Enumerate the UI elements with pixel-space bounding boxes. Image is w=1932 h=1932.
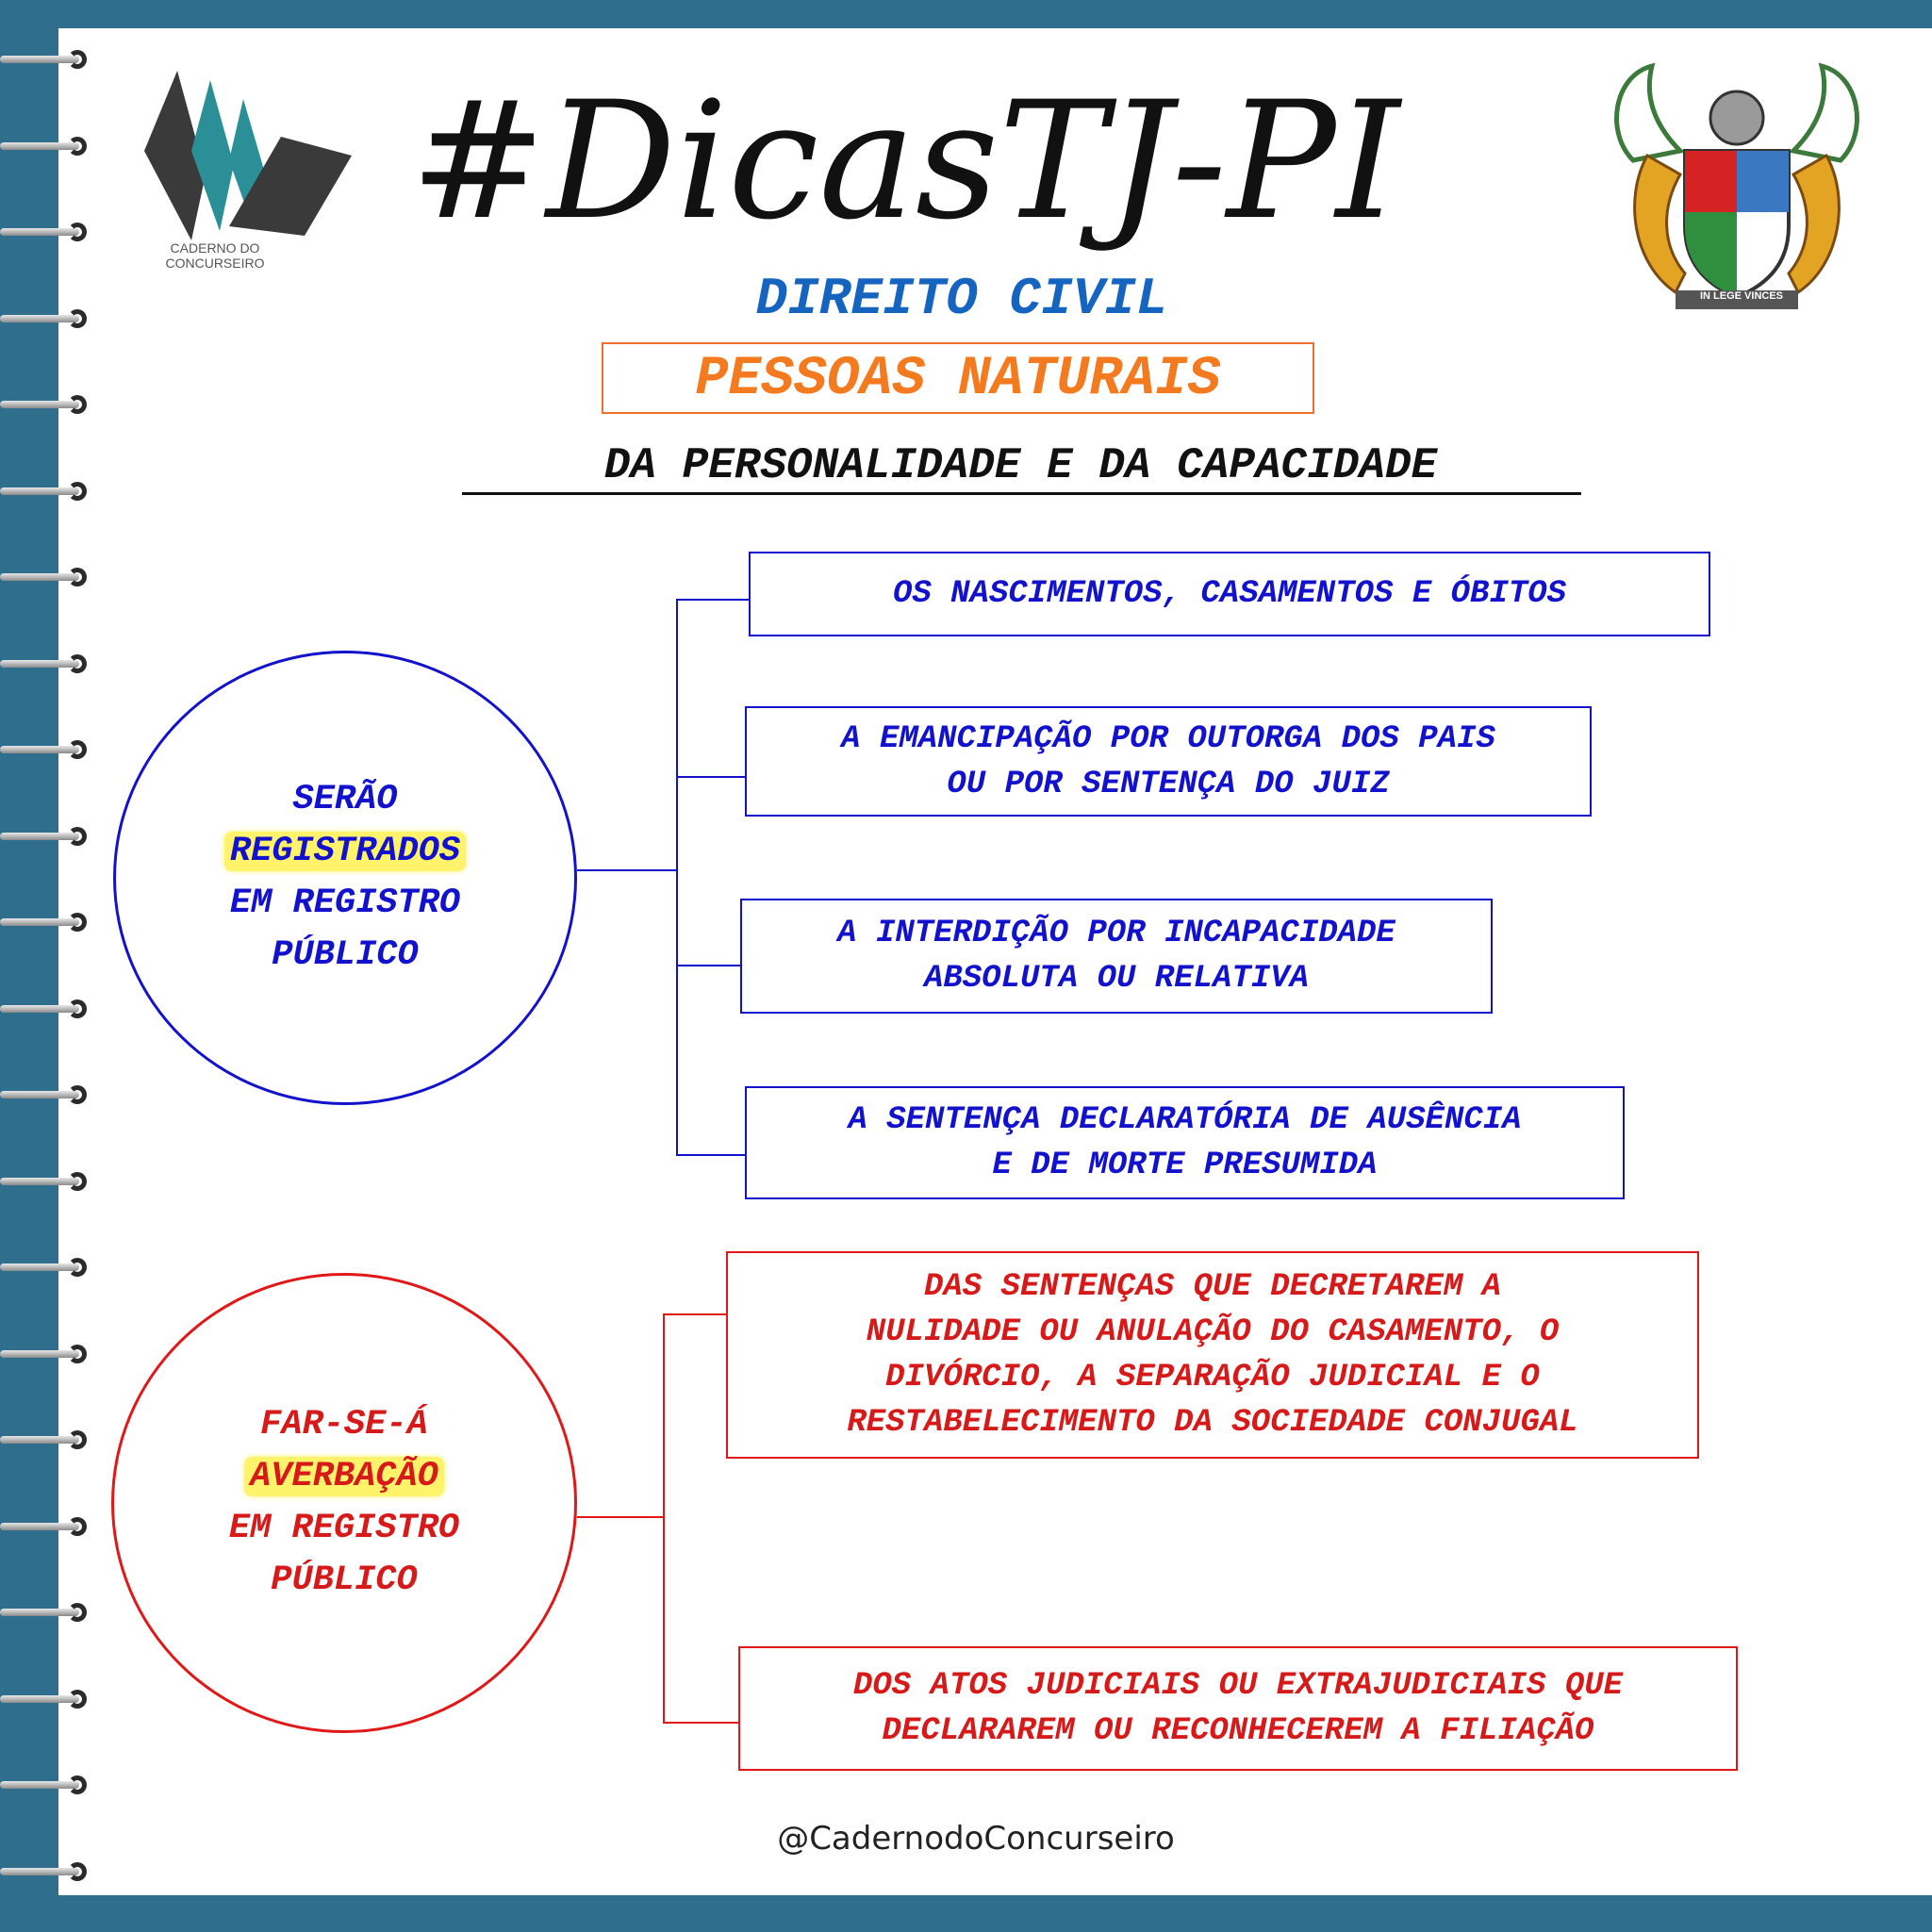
crest-motto: IN LEGE VINCES bbox=[1699, 290, 1784, 302]
page-title: #DicasTJ-PI bbox=[410, 66, 1400, 256]
spiral-ring-icon bbox=[0, 47, 94, 72]
spiral-ring-icon bbox=[0, 1082, 94, 1107]
registro-label-line3: EM REGISTRO bbox=[229, 883, 461, 923]
averbacao-item-2: DOS ATOS JUDICIAIS OU EXTRAJUDICIAIS QUE DECLARAREM OU RECONHECEREM A FILIAÇÃO bbox=[738, 1646, 1738, 1771]
spiral-ring-icon bbox=[0, 392, 94, 417]
spiral-ring-icon bbox=[0, 997, 94, 1021]
spiral-ring-icon bbox=[0, 1255, 94, 1280]
averbacao-item-1: DAS SENTENÇAS QUE DECRETAREM A NULIDADE OU ANULAÇÃO DO CASAMENTO, O DIVÓRCIO, A SEPARAÇÃO JUDICIAL E O RESTABELECIMENTO DA SOCIEDADE CONJUGAL bbox=[726, 1251, 1699, 1459]
averbacao-branch-2 bbox=[663, 1722, 738, 1724]
registro-branch-2 bbox=[676, 776, 745, 778]
subject-subtitle: DIREITO CIVIL bbox=[755, 269, 1168, 329]
averbacao-connector-spine bbox=[663, 1313, 665, 1724]
section-underline bbox=[462, 492, 1581, 495]
spiral-ring-icon bbox=[0, 1169, 94, 1194]
frame-bottom bbox=[0, 1895, 1932, 1932]
spiral-ring-icon bbox=[0, 652, 94, 676]
section-heading: DA PERSONALIDADE E DA CAPACIDADE bbox=[603, 441, 1438, 490]
caderno-logo bbox=[140, 61, 356, 271]
registro-branch-4 bbox=[676, 1154, 745, 1156]
spiral-ring-icon bbox=[0, 1514, 94, 1539]
spiral-ring-icon bbox=[0, 134, 94, 158]
spiral-ring-icon bbox=[0, 737, 94, 762]
logo-caption-line2: CONCURSEIRO bbox=[165, 256, 265, 271]
spiral-ring-icon bbox=[0, 824, 94, 849]
social-handle: @CadernodoConcurseiro bbox=[777, 1820, 1175, 1858]
averbacao-circle bbox=[111, 1273, 577, 1733]
registro-label-line4: PÚBLICO bbox=[272, 935, 419, 975]
spiral-ring-icon bbox=[0, 306, 94, 331]
spiral-ring-icon bbox=[0, 1687, 94, 1711]
spiral-ring-icon bbox=[0, 1428, 94, 1452]
topic-title: PESSOAS NATURAIS bbox=[695, 349, 1221, 410]
tjpi-crest bbox=[1595, 47, 1878, 335]
registro-connector-spine bbox=[676, 599, 678, 1155]
spiral-ring-icon bbox=[0, 1773, 94, 1797]
registro-branch-1 bbox=[676, 599, 749, 601]
registro-connector-main bbox=[577, 869, 678, 871]
spiral-ring-icon bbox=[0, 1859, 94, 1884]
frame-top bbox=[0, 0, 1932, 28]
registro-branch-3 bbox=[676, 965, 740, 966]
registro-item-4: A SENTENÇA DECLARATÓRIA DE AUSÊNCIA E DE MORTE PRESUMIDA bbox=[745, 1086, 1625, 1199]
book-icon bbox=[140, 61, 356, 240]
coat-of-arms-icon bbox=[1595, 47, 1878, 330]
spiral-ring-icon bbox=[0, 1342, 94, 1366]
spiral-ring-icon bbox=[0, 910, 94, 934]
registro-circle bbox=[113, 651, 577, 1105]
spiral-ring-icon bbox=[0, 220, 94, 244]
spiral-ring-icon bbox=[0, 479, 94, 504]
averbacao-label-highlight: AVERBAÇÃO bbox=[244, 1457, 444, 1496]
registro-item-2: A EMANCIPAÇÃO POR OUTORGA DOS PAIS OU POR SENTENÇA DO JUIZ bbox=[745, 706, 1592, 817]
spiral-ring-icon bbox=[0, 565, 94, 589]
logo-caption-line1: CADERNO DO bbox=[170, 240, 260, 256]
averbacao-label-line1: FAR-SE-Á bbox=[260, 1405, 428, 1445]
registro-item-3: A INTERDIÇÃO POR INCAPACIDADE ABSOLUTA OU RELATIVA bbox=[740, 899, 1493, 1014]
frame-left bbox=[0, 0, 58, 1932]
spiral-ring-icon bbox=[0, 1600, 94, 1625]
averbacao-label-line3: EM REGISTRO bbox=[228, 1509, 460, 1548]
averbacao-connector-main bbox=[577, 1516, 665, 1518]
registro-label-highlight: REGISTRADOS bbox=[224, 832, 466, 871]
averbacao-branch-1 bbox=[663, 1313, 726, 1315]
averbacao-label-line4: PÚBLICO bbox=[271, 1560, 418, 1600]
registro-label-line1: SERÃO bbox=[292, 780, 398, 819]
registro-item-1: OS NASCIMENTOS, CASAMENTOS E ÓBITOS bbox=[749, 552, 1710, 636]
